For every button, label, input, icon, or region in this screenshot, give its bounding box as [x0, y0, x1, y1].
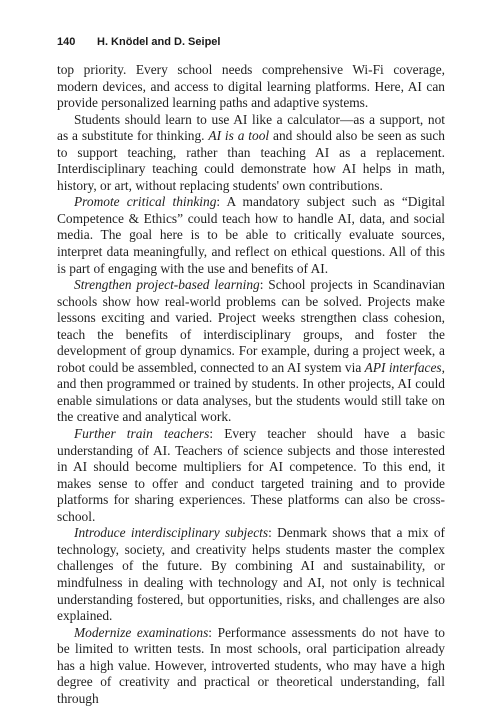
emphasis-heading: Introduce interdisciplinary subjects — [74, 525, 269, 541]
paragraph-text: , and then programmed or trained by students. In other projects, AI could enable simulations or data analyses, but the students would still take on the creative and analytical work. — [57, 359, 445, 425]
emphasis-ai-is-a-tool: AI is a tool — [208, 128, 270, 144]
emphasis-heading: Further train teachers — [74, 426, 210, 442]
emphasis-heading: Strengthen project-based learning — [74, 277, 260, 293]
body-text — [57, 62, 445, 707]
paragraph-text: : School projects in Scandinavian schools show how real-world problems can be solved. Projects make lessons exciting and varied. Project weeks strengthen class cohesion, teach the benefits of interdisciplinary groups, and foster the development of group dynamics. For example, during a project week, a robot could be assembled, connected to an AI system via — [57, 277, 445, 375]
paragraph-text: and should also be seen as such to support teaching, rather than teaching AI as a replacement. Interdisciplinary teaching could demonstrate how AI helps in math, history, or art, without replacing students' own contributions. — [57, 128, 445, 193]
paragraph-text: : Every teacher should have a basic understanding of AI. Teachers of science subjects and those interested in AI should become multipliers for AI competence. To this end, it makes sense to offer and conduct targeted training and to provide platforms for sharing experiences. These platforms can also be cross-school. — [57, 426, 446, 524]
emphasis-api-interfaces: API interfaces — [364, 359, 442, 375]
paragraph-critical-thinking — [57, 194, 445, 277]
paragraph-project-based-learning — [57, 277, 445, 426]
paragraph-ai-as-tool — [57, 112, 445, 195]
paragraph-train-teachers — [57, 426, 445, 525]
running-header-authors: H. Knödel and D. Seipel — [97, 36, 221, 48]
paragraph-text: : A mandatory subject such as “Digital Competence & Ethics” could teach how to handle AI, data, and social media. The goal here is to be able to critically evaluate sources, interpret data meaningfully, and reflect on ethical questions. All of this is part of engaging with the use and benefits of AI. — [57, 194, 446, 276]
paragraph-text: : Performance assessments do not have to be limited to written tests. In most schools, oral participation already has a high value. However, introverted students, who may have a high degree of creativity and practical or theoretical understanding, fall through — [57, 624, 445, 706]
paragraph-text: Students should learn to use AI like a calculator—as a support, not as a substitute for thinking. — [57, 111, 445, 144]
page-number: 140 — [57, 36, 76, 48]
paragraph-infrastructure-continuation — [57, 62, 445, 112]
paragraph-text: top priority. Every school needs comprehensive Wi-Fi coverage, modern devices, and access to digital learning platforms. Here, AI can provide personalized learning paths and adaptive systems. — [57, 62, 445, 111]
paragraph-interdisciplinary-subjects — [57, 525, 445, 624]
paragraph-text: : Denmark shows that a mix of technology, society, and creativity helps students master the complex challenges of the future. By combining AI and sustainability, or mindfulness in dealing with technology and AI, not only is technical understanding fostered, but opportunities, risks, and challenges are also explained. — [57, 525, 445, 624]
paragraph-modernize-examinations — [57, 625, 445, 708]
emphasis-heading: Promote critical thinking — [74, 194, 217, 210]
running-header — [57, 36, 220, 48]
emphasis-heading: Modernize examinations — [74, 624, 209, 640]
